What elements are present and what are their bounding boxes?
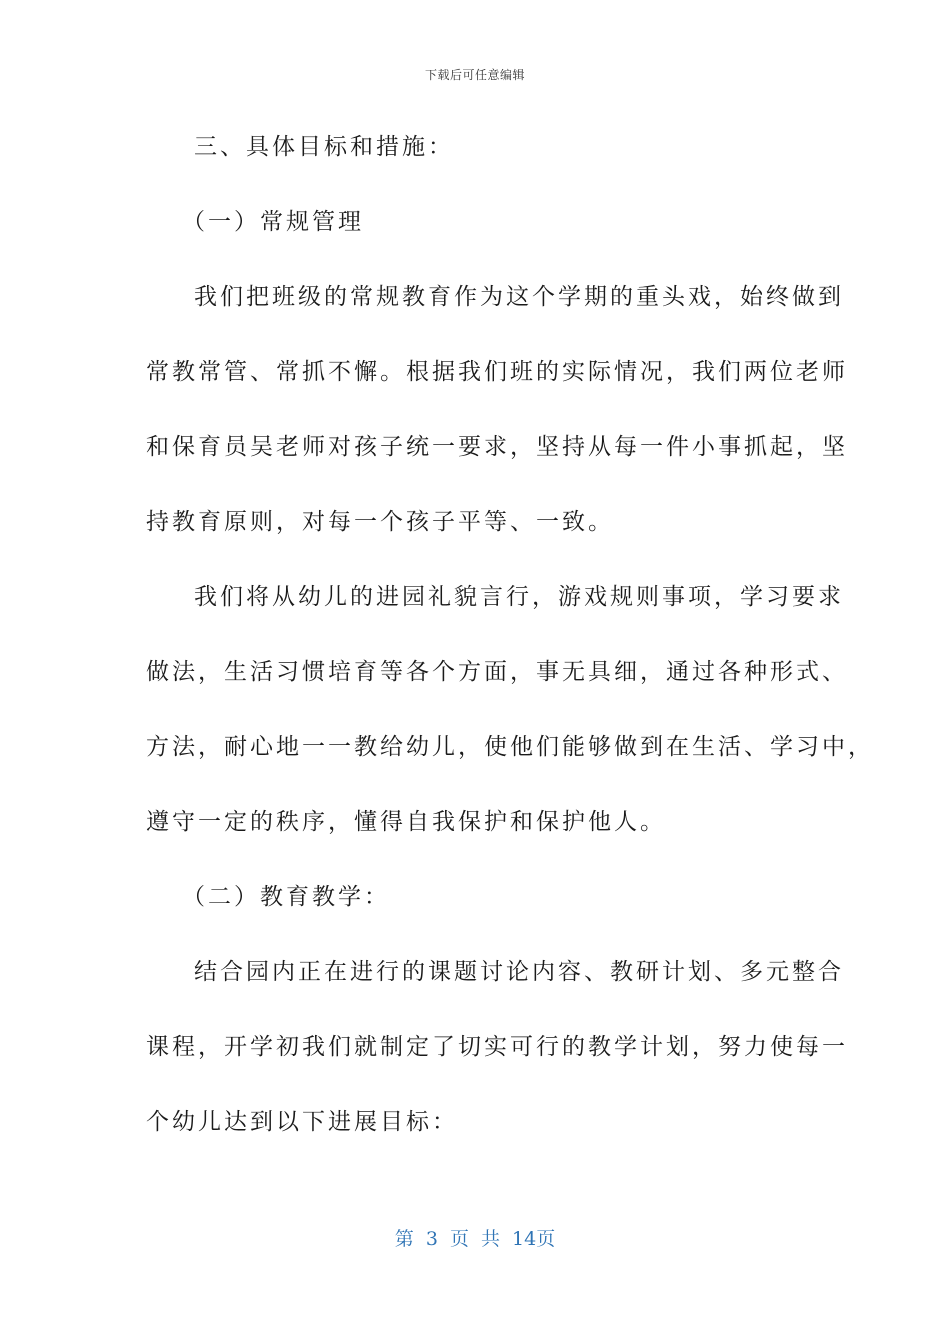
section-heading: 三、具体目标和措施： bbox=[194, 134, 454, 160]
paragraph-line: 常教常管、常抓不懈。根据我们班的实际情况，我们两位老师 bbox=[146, 359, 848, 385]
paragraph-line: 个幼儿达到以下进展目标： bbox=[146, 1109, 458, 1135]
paragraph-line: 课程，开学初我们就制定了切实可行的教学计划，努力使每一 bbox=[146, 1034, 848, 1060]
paragraph-line: 持教育原则，对每一个孩子平等、一致。 bbox=[146, 509, 614, 535]
paragraph-line: 结合园内正在进行的课题讨论内容、教研计划、多元整合 bbox=[194, 959, 844, 985]
paragraph-line: 我们将从幼儿的进园礼貌言行，游戏规则事项，学习要求 bbox=[194, 584, 844, 610]
document-body bbox=[146, 127, 874, 1177]
page-footer: 第 3 页 共 14页 bbox=[394, 1228, 556, 1250]
page-header: 下载后可任意编辑 bbox=[424, 68, 525, 82]
paragraph-line: 遵守一定的秩序，懂得自我保护和保护他人。 bbox=[146, 809, 666, 835]
paragraph-line: 我们把班级的常规教育作为这个学期的重头戏，始终做到 bbox=[194, 284, 844, 310]
paragraph-line: 做法，生活习惯培育等各个方面，事无具细，通过各种形式、 bbox=[146, 659, 848, 685]
subsection-heading: （一）常规管理 bbox=[182, 209, 364, 235]
subsection-heading: （二）教育教学： bbox=[182, 884, 390, 910]
paragraph-line: 方法，耐心地一一教给幼儿，使他们能够做到在生活、学习中， bbox=[146, 734, 874, 760]
paragraph-line: 和保育员吴老师对孩子统一要求，坚持从每一件小事抓起，坚 bbox=[146, 434, 848, 460]
